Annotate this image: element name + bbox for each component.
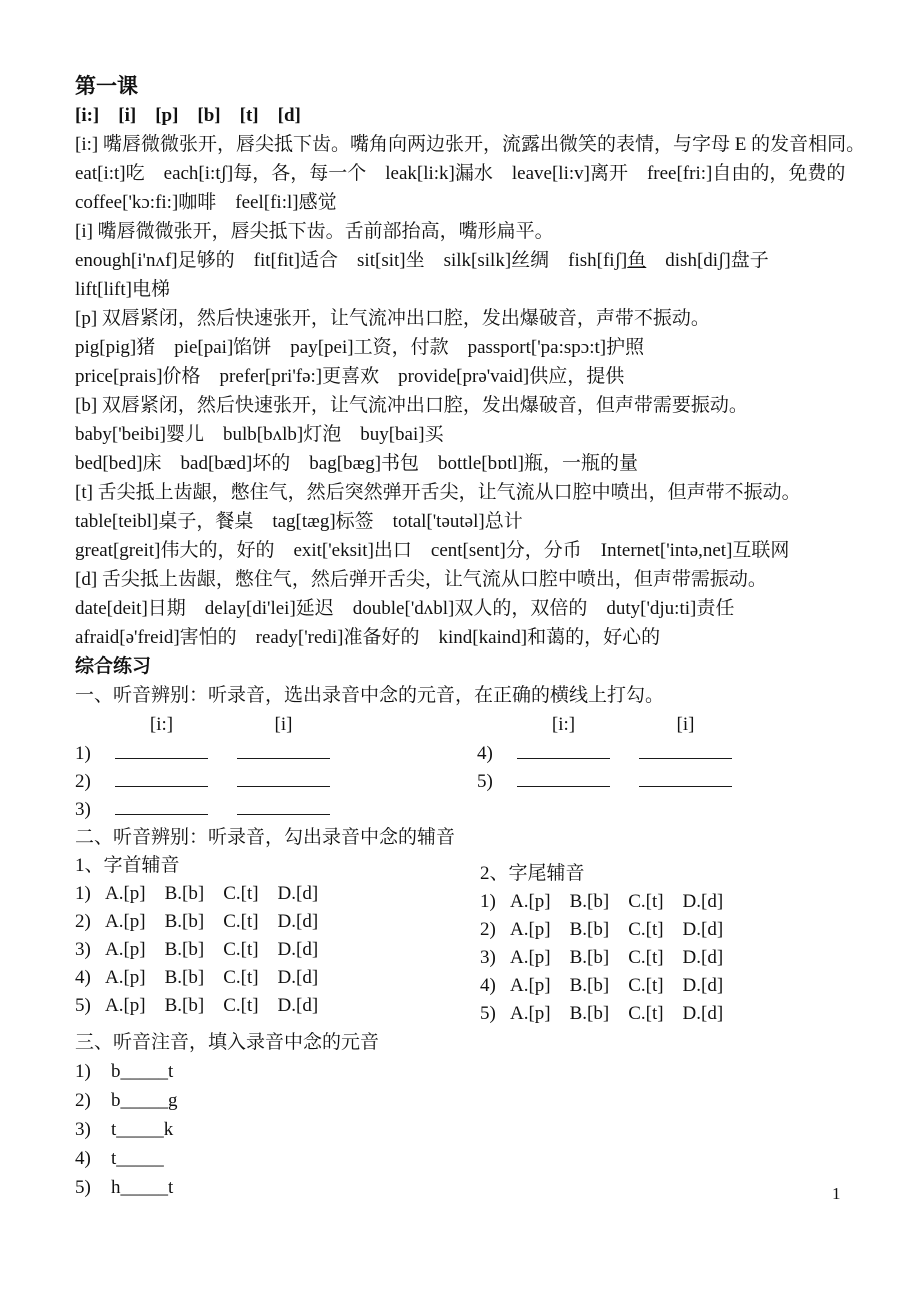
row-number: 2) bbox=[75, 1090, 91, 1111]
answer-blank[interactable] bbox=[237, 795, 330, 815]
lesson-line bbox=[75, 246, 875, 275]
choice-row bbox=[480, 972, 723, 1000]
lesson-line: [d] 舌尖抵上齿龈，憋住气，然后弹开舌尖，让气流从口腔中喷出，但声带需振动。 bbox=[75, 569, 767, 590]
row-number: 5) bbox=[75, 995, 91, 1016]
row-number: 4) bbox=[477, 743, 493, 764]
fill-in-item bbox=[75, 1057, 875, 1086]
fill-in-item bbox=[75, 1115, 875, 1144]
final-consonant-subheading: 2、字尾辅音 bbox=[480, 863, 585, 884]
row-number: 3) bbox=[75, 1119, 91, 1140]
lesson-line: afraid[ə'freid]害怕的 ready['redi]准备好的 kind[kaind]和蔼的，好心的 bbox=[75, 627, 661, 648]
answer-blank[interactable] bbox=[237, 767, 330, 787]
row-number: 2) bbox=[75, 771, 91, 792]
vowel-header-row bbox=[75, 710, 477, 739]
fill-in-word[interactable]: b_____t bbox=[111, 1061, 174, 1082]
vowel-long-header: [i:] bbox=[551, 714, 576, 735]
choice-row bbox=[480, 1000, 723, 1028]
choice-row bbox=[75, 964, 480, 992]
fill-in-item bbox=[75, 1144, 875, 1173]
answer-row bbox=[477, 767, 732, 795]
fill-in-item bbox=[75, 1086, 875, 1115]
choice-options: A.[p] B.[b] C.[t] D.[d] bbox=[105, 939, 319, 960]
answer-row bbox=[75, 795, 477, 823]
answer-blank[interactable] bbox=[517, 739, 610, 759]
choice-row bbox=[75, 880, 480, 908]
answer-blank[interactable] bbox=[639, 767, 732, 787]
choice-options: A.[p] B.[b] C.[t] D.[d] bbox=[510, 891, 724, 912]
vowel-short-header: [i] bbox=[274, 714, 293, 735]
fill-in-word[interactable]: t_____ bbox=[111, 1148, 164, 1169]
answer-row bbox=[477, 739, 732, 767]
vowel-short-header: [i] bbox=[676, 714, 695, 735]
lesson-line: baby['beibi]婴儿 bulb[bʌlb]灯泡 buy[bai]买 bbox=[75, 424, 444, 445]
answer-blank[interactable] bbox=[517, 767, 610, 787]
answer-blank[interactable] bbox=[639, 739, 732, 759]
lesson-line: [p] 双唇紧闭，然后快速张开，让气流冲出口腔，发出爆破音，声带不振动。 bbox=[75, 308, 710, 329]
lesson-line: [i] 嘴唇微微张开，唇尖抵下齿。舌前部抬高，嘴形扁平。 bbox=[75, 221, 554, 242]
row-number: 1) bbox=[75, 743, 91, 764]
choice-options: A.[p] B.[b] C.[t] D.[d] bbox=[105, 911, 319, 932]
row-number: 5) bbox=[477, 771, 493, 792]
lesson-line: pig[pig]猪 pie[pai]馅饼 pay[pei]工资，付款 passport['pa:spɔ:t]护照 bbox=[75, 337, 645, 358]
lesson-line: eat[i:t]吃 each[i:tʃ]每，各，每一个 leak[li:k]漏水 leave[li:v]离开 free[fri:]自由的，免费的 bbox=[75, 163, 846, 184]
exercises-section-title: 综合练习 bbox=[75, 656, 152, 677]
choice-row bbox=[75, 908, 480, 936]
phoneme-header-row: [i:] [i] [p] [b] [t] [d] bbox=[75, 105, 301, 126]
row-number: 2) bbox=[480, 919, 496, 940]
lesson-line: [b] 双唇紧闭，然后快速张开，让气流冲出口腔，发出爆破音，但声带需要振动。 bbox=[75, 395, 748, 416]
exercise-3-heading: 三、听音注音，填入录音中念的元音 bbox=[75, 1032, 380, 1053]
choice-row bbox=[75, 992, 480, 1020]
fill-in-word[interactable]: h_____t bbox=[111, 1177, 174, 1198]
row-number: 1) bbox=[480, 891, 496, 912]
answer-blank[interactable] bbox=[115, 739, 208, 759]
fill-in-word[interactable]: t_____k bbox=[111, 1119, 174, 1140]
exercise-1 bbox=[75, 681, 875, 823]
answer-blank[interactable] bbox=[237, 739, 330, 759]
lesson-line-segment: enough[i'nʌf]足够的 fit[fit]适合 sit[sit]坐 silk[silk]丝绸 fish[fiʃ] bbox=[75, 250, 628, 271]
lesson-line: date[deit]日期 delay[di'lei]延迟 double['dʌbl]双人的，双倍的 duty['dju:ti]责任 bbox=[75, 598, 735, 619]
row-number: 5) bbox=[480, 1003, 496, 1024]
exercise-1-heading: 一、听音辨别：听录音，选出录音中念的元音，在正确的横线上打勾。 bbox=[75, 685, 665, 706]
fill-in-word[interactable]: b_____g bbox=[111, 1090, 178, 1111]
choice-row bbox=[75, 936, 480, 964]
lesson-line: coffee['kɔ:fi:]咖啡 feel[fi:l]感觉 bbox=[75, 192, 337, 213]
answer-blank[interactable] bbox=[115, 767, 208, 787]
lesson-line: [i:] 嘴唇微微张开，唇尖抵下齿。嘴角向两边张开，流露出微笑的表情，与字母 E 的发音相同。 bbox=[75, 134, 866, 155]
row-number: 3) bbox=[480, 947, 496, 968]
page-number: 1 bbox=[832, 1184, 841, 1203]
row-number: 4) bbox=[75, 967, 91, 988]
lesson-line: great[greit]伟大的，好的 exit['eksit]出口 cent[sent]分，分币 Internet['intə,net]互联网 bbox=[75, 540, 790, 561]
row-number: 1) bbox=[75, 883, 91, 904]
choice-options: A.[p] B.[b] C.[t] D.[d] bbox=[105, 967, 319, 988]
vowel-header-row bbox=[477, 710, 732, 739]
choice-options: A.[p] B.[b] C.[t] D.[d] bbox=[510, 1003, 724, 1024]
row-number: 5) bbox=[75, 1177, 91, 1198]
row-number: 3) bbox=[75, 799, 91, 820]
lesson-line: bed[bed]床 bad[bæd]坏的 bag[bæg]书包 bottle[bɒtl]瓶，一瓶的量 bbox=[75, 453, 638, 474]
answer-row bbox=[75, 739, 477, 767]
initial-consonant-subheading: 1、字首辅音 bbox=[75, 855, 180, 876]
lesson-line-segment: dish[diʃ]盘子 bbox=[646, 250, 769, 271]
lesson-line: price[prais]价格 prefer[pri'fə:]更喜欢 provide[prə'vaid]供应，提供 bbox=[75, 366, 625, 387]
lesson-line: table[teibl]桌子，餐桌 tag[tæg]标签 total['təutəl]总计 bbox=[75, 511, 523, 532]
row-number: 3) bbox=[75, 939, 91, 960]
row-number: 1) bbox=[75, 1061, 91, 1082]
row-number: 2) bbox=[75, 911, 91, 932]
choice-options: A.[p] B.[b] C.[t] D.[d] bbox=[510, 947, 724, 968]
underlined-word: 鱼 bbox=[627, 250, 647, 271]
lesson-line: [t] 舌尖抵上齿龈，憋住气，然后突然弹开舌尖，让气流从口腔中喷出，但声带不振动。 bbox=[75, 482, 801, 503]
choice-row bbox=[480, 888, 723, 916]
choice-options: A.[p] B.[b] C.[t] D.[d] bbox=[105, 883, 319, 904]
exercise-2 bbox=[75, 823, 875, 1028]
choice-row bbox=[480, 916, 723, 944]
choice-options: A.[p] B.[b] C.[t] D.[d] bbox=[510, 919, 724, 940]
exercise-2-heading: 二、听音辨别：听录音，勾出录音中念的辅音 bbox=[75, 827, 456, 848]
answer-row bbox=[75, 767, 477, 795]
answer-blank[interactable] bbox=[115, 795, 208, 815]
choice-row bbox=[480, 944, 723, 972]
choice-options: A.[p] B.[b] C.[t] D.[d] bbox=[105, 995, 319, 1016]
row-number: 4) bbox=[75, 1148, 91, 1169]
exercise-1-table bbox=[75, 710, 875, 823]
row-number: 4) bbox=[480, 975, 496, 996]
fill-in-item bbox=[75, 1173, 875, 1202]
exercise-1-right-column bbox=[477, 710, 732, 823]
choice-options: A.[p] B.[b] C.[t] D.[d] bbox=[510, 975, 724, 996]
exercise-1-left-column bbox=[75, 710, 477, 823]
exercise-2-columns bbox=[75, 852, 875, 1028]
lesson-line: lift[lift]电梯 bbox=[75, 279, 170, 300]
exercise-3 bbox=[75, 1028, 875, 1202]
lesson-title: 第一课 bbox=[75, 74, 138, 98]
exercise-2-left-column bbox=[75, 852, 480, 1028]
vowel-long-header: [i:] bbox=[149, 714, 174, 735]
exercise-2-right-column bbox=[480, 860, 723, 1028]
